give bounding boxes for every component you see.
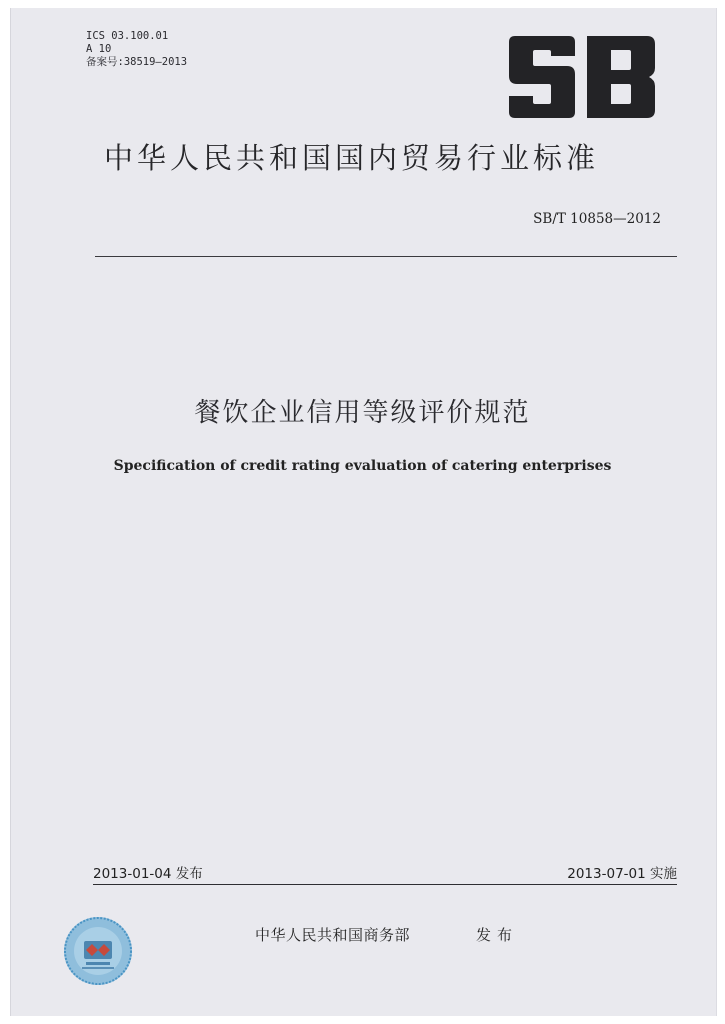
- ics-code: ICS 03.100.01: [86, 30, 169, 42]
- title-english: Specification of credit rating evaluation of catering enterprises: [113, 458, 612, 474]
- filing-number: 备案号:38519—2013: [86, 56, 188, 68]
- certification-seal-icon: [62, 915, 134, 987]
- standard-code: SB/T 10858—2012: [533, 211, 661, 227]
- top-divider: [95, 256, 677, 257]
- title-chinese: 餐饮企业信用等级评价规范: [194, 398, 531, 428]
- category-code: A 10: [86, 43, 112, 55]
- logo-text: SB: [503, 34, 505, 35]
- classification-block: [86, 30, 187, 69]
- implementation-date: 2013-07-01 实施: [567, 866, 677, 882]
- standard-name: 中华人民共和国国内贸易行业标准: [104, 141, 600, 175]
- sb-logo: [503, 34, 661, 120]
- issuing-authority: 中华人民共和国商务部: [255, 926, 411, 944]
- issue-date: 2013-01-04 发布: [93, 866, 203, 882]
- bottom-divider: [93, 884, 677, 885]
- issue-label: 发布: [476, 926, 519, 944]
